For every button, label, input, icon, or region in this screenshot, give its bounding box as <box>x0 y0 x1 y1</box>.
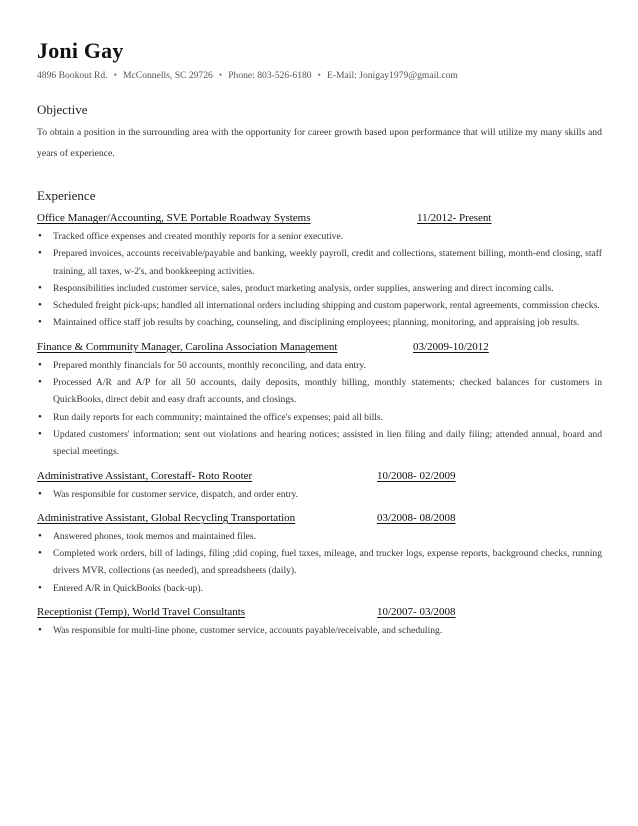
job-dates: 10/2007- 03/2008 <box>377 606 456 619</box>
job-entry <box>37 210 602 332</box>
city-state-zip: McConnells, SC 29726 <box>123 70 213 81</box>
bullet-item: • Updated customers' information; sent out violations and hearing notices; assisted in lien filing and daily filing; attended annual, board and special meetings. <box>37 426 602 461</box>
bullet-item: • Prepared monthly financials for 50 accounts, monthly reconciling, and data entry. <box>37 357 602 374</box>
job-bullets <box>37 357 602 461</box>
job-role: Finance & Community Manager, Carolina Association Management <box>37 340 338 353</box>
bullet-item: • Prepared invoices, accounts receivable/payable and banking, weekly payroll, credit and collections, statement billing, month-end closing, staff training, all taxes, w-2's, and bookkeeping activities. <box>37 245 602 280</box>
email: E-Mail: Jonigay1979@gmail.com <box>326 70 458 81</box>
bullet-item: • Responsibilities included customer service, sales, product marketing analysis, order supplies, answering and direct incoming calls. <box>37 280 602 297</box>
job-dates: 03/2009-10/2012 <box>413 340 489 353</box>
job-bullets <box>37 486 602 503</box>
bullet-item: • Completed work orders, bill of ladings, filing ;did coping, fuel taxes, mileage, and trucker logs, expense reports, background checks, running drivers MVR, collections (as needed), and spreadsheets (daily). <box>37 545 602 580</box>
bullet-item: • Processed A/R and A/P for all 50 accounts, daily deposits, monthly billing, monthly statements; checked balances for customers in QuickBooks, direct debit and easy draft accounts, and closings. <box>37 374 602 409</box>
job-role: Receptionist (Temp), World Travel Consultants <box>37 606 246 619</box>
phone: Phone: 803-526-6180 <box>228 70 312 81</box>
bullet-item: • Answered phones, took memos and maintained files. <box>37 528 602 545</box>
bullet-item: • Maintained office staff job results by coaching, counseling, and disciplining employees; planning, monitoring, and appraising job results. <box>37 314 602 331</box>
candidate-name: Joni Gay <box>37 38 124 63</box>
contact-line <box>37 70 602 82</box>
job-bullets <box>37 622 602 639</box>
address: 4896 Bookout Rd. <box>37 70 108 81</box>
bullet-item: • Was responsible for multi-line phone, customer service, accounts payable/receivable, and scheduling. <box>37 622 602 639</box>
job-header <box>37 468 602 484</box>
bullet-separator: • <box>317 70 321 81</box>
bullet-item: • Run daily reports for each community; maintained the office's expenses; paid all bills. <box>37 409 602 426</box>
job-entry <box>37 510 602 597</box>
bullet-item: • Entered A/R in QuickBooks (back-up). <box>37 580 602 597</box>
job-header <box>37 604 602 620</box>
job-role: Office Manager/Accounting, SVE Portable Roadway Systems <box>37 212 311 224</box>
bullet-item: • Scheduled freight pick-ups; handled all international orders including shipping and custom paperwork, rental agreements, commission checks. <box>37 297 602 314</box>
job-header <box>37 339 602 355</box>
objective-heading: Objective <box>37 102 88 117</box>
job-header <box>37 210 602 226</box>
job-bullets <box>37 228 602 332</box>
job-dates: 03/2008- 08/2008 <box>377 511 456 524</box>
job-entry <box>37 339 602 461</box>
bullet-separator: • <box>113 70 117 81</box>
bullet-item: • Was responsible for customer service, dispatch, and order entry. <box>37 486 602 503</box>
job-bullets <box>37 528 602 597</box>
job-entry <box>37 468 602 503</box>
job-entry <box>37 604 602 639</box>
experience-heading: Experience <box>37 188 96 203</box>
job-header <box>37 510 602 526</box>
bullet-item: • Tracked office expenses and created monthly reports for a senior executive. <box>37 228 602 245</box>
job-dates: 10/2008- 02/2009 <box>377 469 456 482</box>
objective-text: To obtain a position in the surrounding area with the opportunity for career growth based upon performance that will utilize my many skills and years of experience. <box>37 127 602 159</box>
bullet-separator: • <box>218 70 223 81</box>
job-role: Administrative Assistant, Corestaff- Roto Rooter <box>37 469 253 482</box>
job-role: Administrative Assistant, Global Recycling Transportation <box>37 511 296 524</box>
job-dates: 11/2012- Present <box>417 212 492 224</box>
